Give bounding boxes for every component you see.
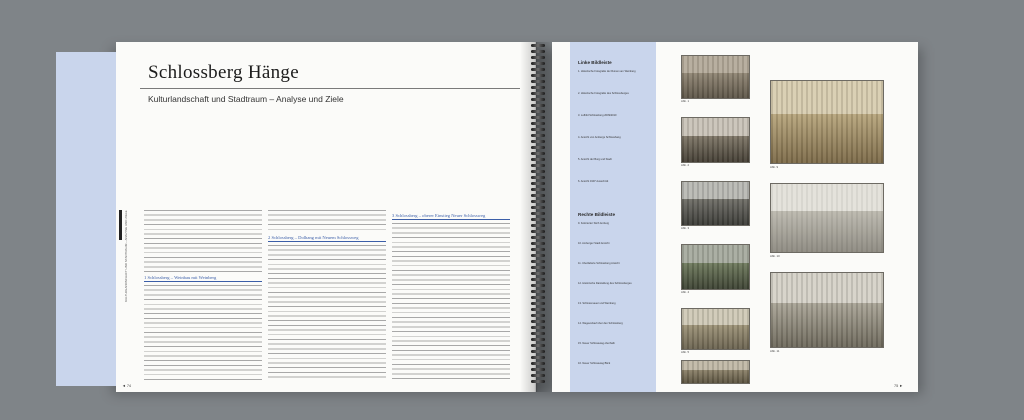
spiral-ring <box>531 242 545 245</box>
spiral-ring <box>531 344 545 347</box>
photo-left-6 <box>681 360 750 384</box>
spiral-ring <box>531 122 545 125</box>
page-title: Schlossberg Hänge <box>148 62 299 83</box>
text-column-2 <box>268 210 386 380</box>
spiral-ring <box>531 302 545 305</box>
spiral-ring <box>531 266 545 269</box>
rechts-item-text: 10. Amberger Stadt Ansicht <box>578 242 610 245</box>
spiral-ring <box>531 332 545 335</box>
spiral-ring <box>531 236 545 239</box>
rechts-item <box>578 302 650 305</box>
spiral-ring <box>531 224 545 227</box>
page-subtitle: Kulturlandschaft und Stadtraum – Analyse und Ziele <box>148 94 344 104</box>
photo-right-1 <box>770 80 884 164</box>
spiral-ring <box>531 230 545 233</box>
rechts-item-text: 15. Neuer Schlossweg oberhalb <box>578 342 615 345</box>
rechts-item <box>578 322 650 325</box>
spiral-ring <box>531 170 545 173</box>
rechts-item-text: 11. Überlieferte Schlossberg Ansicht <box>578 262 620 265</box>
links-item <box>578 180 650 183</box>
spiral-ring <box>531 296 545 299</box>
links-item <box>578 70 650 73</box>
spiral-ring <box>531 86 545 89</box>
rechts-item-text: 12. Historische Darstellung des Schlossberges <box>578 282 632 285</box>
margin-marker <box>119 210 122 240</box>
vertical-running-head: KULTURLANDSCHAFT UND STADTRAUM – ANALYSE UND ZIELE <box>124 210 128 302</box>
caption-left-2: Abb. 2 <box>681 163 690 167</box>
spiral-binding <box>531 44 545 390</box>
photo-left-5 <box>681 308 750 350</box>
spiral-ring <box>531 314 545 317</box>
spiral-ring <box>531 176 545 179</box>
caption-left-4: Abb. 4 <box>681 290 690 294</box>
spiral-ring <box>531 290 545 293</box>
caption-left-5: Abb. 5 <box>681 350 690 354</box>
spiral-ring <box>531 56 545 59</box>
rechts-item-text: 14. Wegeverlauf über den Schlossberg <box>578 322 623 325</box>
spiral-ring <box>531 218 545 221</box>
spiral-ring <box>531 206 545 209</box>
spiral-ring <box>531 272 545 275</box>
rechts-item <box>578 342 650 345</box>
spiral-ring <box>531 326 545 329</box>
spiral-ring <box>531 68 545 71</box>
spiral-ring <box>531 278 545 281</box>
rechts-item <box>578 362 650 365</box>
spiral-ring <box>531 260 545 263</box>
links-item <box>578 136 650 139</box>
spiral-ring <box>531 380 545 383</box>
spiral-ring <box>531 50 545 53</box>
links-item-text: 4. Ansicht von Ambergs Schlosshang <box>578 136 621 139</box>
spiral-ring <box>531 368 545 371</box>
photo-left-3 <box>681 181 750 226</box>
caption-right-3: Abb. 11 <box>770 349 780 353</box>
page-number-left: ◄ 74 <box>122 384 132 388</box>
links-item-text: 5. Ansicht der Burg und Stadt <box>578 158 612 161</box>
spiral-ring <box>531 356 545 359</box>
text-column-3 <box>392 210 510 380</box>
section-heading-2: 2 Schlossberg – Dolhang mit Neuem Schlossweg <box>268 234 386 242</box>
links-item-text: 6. Ansicht 1907 Ausschnitt <box>578 180 609 183</box>
spiral-ring <box>531 212 545 215</box>
spiral-ring <box>531 62 545 65</box>
spiral-ring <box>531 80 545 83</box>
spiral-ring <box>531 182 545 185</box>
spiral-ring <box>531 254 545 257</box>
rechts-item <box>578 262 650 265</box>
spiral-ring <box>531 116 545 119</box>
spiral-ring <box>531 74 545 77</box>
links-item-text: 3. Lufbild Schlossberg 2009/2010 <box>578 114 617 117</box>
links-heading: Linke Bildleiste <box>578 60 612 65</box>
spiral-ring <box>531 140 545 143</box>
spiral-ring <box>531 374 545 377</box>
spiral-ring <box>531 104 545 107</box>
section-heading-3: 3 Schlossberg – oberer Einstieg Neuer Schlossweg <box>392 212 510 220</box>
rechts-item <box>578 282 650 285</box>
links-item <box>578 158 650 161</box>
caption-left-3: Abb. 3 <box>681 226 690 230</box>
spiral-ring <box>531 92 545 95</box>
spiral-ring <box>531 308 545 311</box>
spiral-ring <box>531 200 545 203</box>
back-cover-tab <box>56 52 120 386</box>
photo-right-3 <box>770 272 884 348</box>
spiral-ring <box>531 320 545 323</box>
links-item <box>578 114 650 117</box>
spiral-ring <box>531 188 545 191</box>
spiral-ring <box>531 110 545 113</box>
rechts-heading: Rechte Bildleiste <box>578 212 616 217</box>
rechts-item <box>578 242 650 245</box>
spiral-ring <box>531 164 545 167</box>
page-number-right: 75 ► <box>894 384 904 388</box>
spiral-ring <box>531 128 545 131</box>
links-item <box>578 92 650 95</box>
rechts-item-text: 9. Kolorierter Stich Amberg <box>578 222 609 225</box>
spiral-ring <box>531 158 545 161</box>
section-heading-1: 1 Schlossberg – Weinbau mit Weinberg <box>144 274 262 282</box>
rechts-item <box>578 222 650 225</box>
spiral-ring <box>531 146 545 149</box>
links-item-text: 1. Historische Fotografie der Ruinen am Weinberg <box>578 70 636 73</box>
spiral-ring <box>531 362 545 365</box>
caption-right-1: Abb. 9 <box>770 165 779 169</box>
photo-left-1 <box>681 55 750 99</box>
spiral-ring <box>531 338 545 341</box>
photo-left-4 <box>681 244 750 290</box>
spiral-ring <box>531 44 545 47</box>
photo-left-2 <box>681 117 750 163</box>
spiral-ring <box>531 248 545 251</box>
spiral-ring <box>531 134 545 137</box>
title-divider <box>140 88 520 89</box>
spiral-ring <box>531 152 545 155</box>
rechts-item-text: 16. Neuer Schlossweg Blick <box>578 362 611 365</box>
spiral-ring <box>531 350 545 353</box>
spiral-ring <box>531 284 545 287</box>
caption-right-2: Abb. 10 <box>770 254 780 258</box>
links-item-text: 2. Historische Fotografie des Schlossberges <box>578 92 629 95</box>
caption-left-1: Abb. 1 <box>681 99 690 103</box>
spiral-ring <box>531 194 545 197</box>
text-column-1 <box>144 210 262 380</box>
rechts-item-text: 13. Schlossmauer und Weinberg <box>578 302 616 305</box>
photo-right-2 <box>770 183 884 253</box>
spiral-ring <box>531 98 545 101</box>
